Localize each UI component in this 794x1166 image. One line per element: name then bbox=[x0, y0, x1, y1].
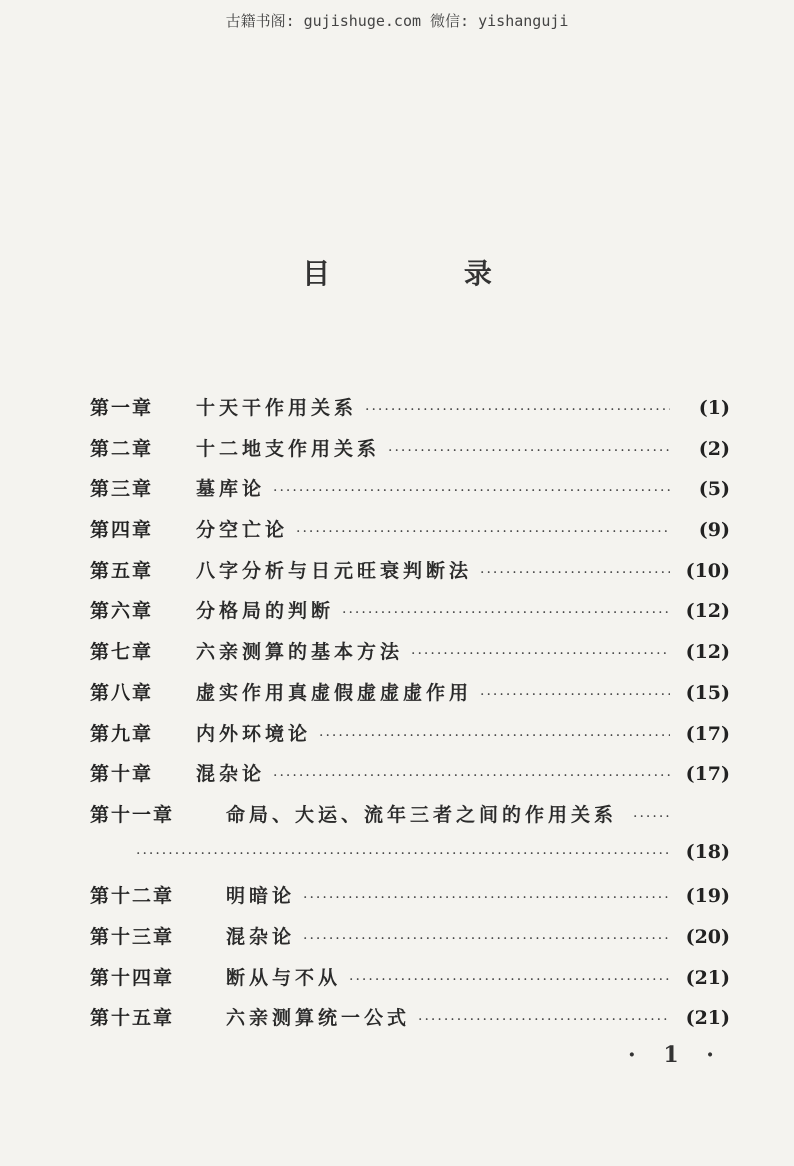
chapter-title: 六亲测算的基本方法 bbox=[196, 641, 404, 664]
toc-entry bbox=[90, 759, 730, 800]
watermark-text: 古籍书阁: gujishuge.com 微信: yishanguji bbox=[225, 12, 569, 30]
dot-leader bbox=[319, 728, 670, 744]
page-number: (2) bbox=[698, 437, 730, 460]
page-number: (12) bbox=[685, 600, 730, 623]
toc-entry bbox=[90, 515, 730, 556]
table-of-contents bbox=[90, 393, 730, 1044]
chapter-title: 虚实作用真虚假虚虚虚作用 bbox=[196, 681, 473, 704]
page-number: (10) bbox=[685, 559, 730, 582]
chapter-number: 第十四章 bbox=[90, 966, 175, 989]
dot-leader bbox=[273, 768, 670, 784]
chapter-number: 第九章 bbox=[90, 722, 154, 745]
page-number: (21) bbox=[685, 966, 730, 989]
page-title: 目 录 bbox=[302, 257, 554, 290]
chapter-number: 第十一章 bbox=[90, 803, 175, 826]
dot-leader bbox=[480, 687, 670, 703]
chapter-number: 第十二章 bbox=[90, 885, 175, 908]
chapter-title: 断从与不从 bbox=[226, 966, 342, 989]
dot-leader bbox=[349, 972, 670, 988]
toc-entry bbox=[90, 637, 730, 678]
chapter-title: 命局、大运、流年三者之间的作用关系 bbox=[226, 803, 618, 826]
chapter-title: 混杂论 bbox=[196, 763, 266, 786]
toc-entry bbox=[90, 678, 730, 719]
page-number: (20) bbox=[685, 925, 730, 948]
chapter-title: 混杂论 bbox=[226, 925, 296, 948]
toc-entry bbox=[90, 800, 730, 841]
dot-leader bbox=[303, 890, 670, 906]
chapter-title: 内外环境论 bbox=[196, 722, 312, 745]
toc-entry bbox=[90, 963, 730, 1004]
toc-entry bbox=[90, 474, 730, 515]
page-number: (21) bbox=[685, 1007, 730, 1030]
toc-entry bbox=[90, 881, 730, 922]
page-number: (9) bbox=[698, 519, 730, 542]
toc-entry bbox=[90, 922, 730, 963]
chapter-number: 第二章 bbox=[90, 437, 154, 460]
chapter-title: 十二地支作用关系 bbox=[196, 437, 381, 460]
dot-leader bbox=[418, 1012, 670, 1028]
dot-leader bbox=[365, 402, 670, 418]
toc-entry-continuation bbox=[90, 841, 730, 882]
chapter-title: 墓库论 bbox=[196, 478, 266, 501]
chapter-number: 第十五章 bbox=[90, 1007, 175, 1030]
dot-leader bbox=[411, 646, 670, 662]
toc-entry bbox=[90, 393, 730, 434]
dot-leader bbox=[342, 605, 670, 621]
page-number: (18) bbox=[685, 840, 730, 863]
chapter-title: 十天干作用关系 bbox=[196, 397, 358, 419]
chapter-number: 第八章 bbox=[90, 681, 154, 704]
toc-entry bbox=[90, 434, 730, 475]
dot-leader bbox=[388, 443, 670, 459]
dot-leader bbox=[273, 483, 670, 499]
page-number: (15) bbox=[685, 681, 730, 704]
page-number: (5) bbox=[698, 478, 730, 501]
toc-entry bbox=[90, 1003, 730, 1044]
dot-leader bbox=[633, 809, 693, 825]
chapter-title: 八字分析与日元旺衰判断法 bbox=[196, 559, 473, 582]
chapter-number: 第一章 bbox=[90, 397, 154, 419]
page-folio: · 1 · bbox=[628, 1042, 724, 1068]
page-number: (19) bbox=[685, 885, 730, 908]
chapter-title: 六亲测算统一公式 bbox=[226, 1007, 411, 1030]
page-number: (17) bbox=[685, 763, 730, 786]
chapter-number: 第五章 bbox=[90, 559, 154, 582]
chapter-number: 第三章 bbox=[90, 478, 154, 501]
chapter-number: 第七章 bbox=[90, 641, 154, 664]
toc-entry bbox=[90, 556, 730, 597]
dot-leader bbox=[296, 524, 670, 540]
chapter-title: 明暗论 bbox=[226, 885, 296, 908]
dot-leader bbox=[303, 931, 670, 947]
dot-leader bbox=[136, 846, 670, 862]
chapter-number: 第十三章 bbox=[90, 925, 175, 948]
page-number: (1) bbox=[698, 397, 730, 419]
chapter-number: 第十章 bbox=[90, 763, 154, 786]
chapter-number: 第六章 bbox=[90, 600, 154, 623]
chapter-number: 第四章 bbox=[90, 519, 154, 542]
chapter-title: 分空亡论 bbox=[196, 519, 289, 542]
toc-entry bbox=[90, 596, 730, 637]
toc-entry bbox=[90, 719, 730, 760]
dot-leader bbox=[480, 565, 670, 581]
chapter-title: 分格局的判断 bbox=[196, 600, 335, 623]
page-number: (17) bbox=[685, 722, 730, 745]
page-number: (12) bbox=[685, 641, 730, 664]
